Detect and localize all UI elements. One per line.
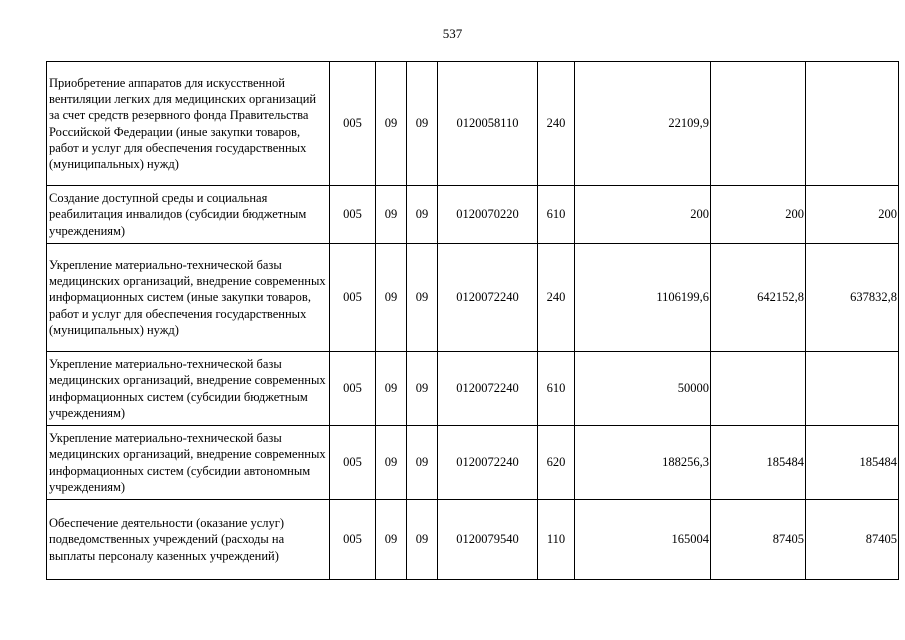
- ministry-code-cell: 005: [330, 186, 376, 244]
- expense-type-cell: 610: [538, 186, 575, 244]
- section-code-cell: 09: [376, 352, 407, 426]
- section-code-cell: 09: [376, 244, 407, 352]
- amount-1-cell: 200: [575, 186, 711, 244]
- target-article-cell: 0120079540: [438, 500, 538, 580]
- amount-2-cell: [711, 62, 806, 186]
- amount-2-cell: 200: [711, 186, 806, 244]
- amount-3-cell: [806, 352, 899, 426]
- amount-3-cell: 200: [806, 186, 899, 244]
- budget-table: [46, 61, 899, 580]
- table-row: [47, 352, 899, 426]
- expense-description-cell: Укрепление материально-технической базы медицинских организаций, внедрение современных информационных систем (иные закупки товаров, работ и услуг для обеспечения государственных (муниципальных) нужд): [47, 244, 330, 352]
- section-code-cell: 09: [376, 62, 407, 186]
- table-row: [47, 426, 899, 500]
- expense-description-cell: Приобретение аппаратов для искусственной вентиляции легких для медицинских организаций за счет средств резервного фонда Правительства Российской Федерации (иные закупки товаров, работ и услуг для обеспечения государственных (муниципальных) нужд): [47, 62, 330, 186]
- expense-type-cell: 610: [538, 352, 575, 426]
- ministry-code-cell: 005: [330, 500, 376, 580]
- subsection-code-cell: 09: [407, 352, 438, 426]
- section-code-cell: 09: [376, 186, 407, 244]
- amount-2-cell: 87405: [711, 500, 806, 580]
- subsection-code-cell: 09: [407, 500, 438, 580]
- expense-type-cell: 110: [538, 500, 575, 580]
- subsection-code-cell: 09: [407, 244, 438, 352]
- amount-1-cell: 22109,9: [575, 62, 711, 186]
- table-row: [47, 62, 899, 186]
- amount-1-cell: 50000: [575, 352, 711, 426]
- table-row: [47, 500, 899, 580]
- table-row: [47, 244, 899, 352]
- table-row: [47, 186, 899, 244]
- expense-description-cell: Обеспечение деятельности (оказание услуг) подведомственных учреждений (расходы на выплаты персоналу казенных учреждений): [47, 500, 330, 580]
- amount-2-cell: 185484: [711, 426, 806, 500]
- expense-type-cell: 240: [538, 62, 575, 186]
- amount-1-cell: 1106199,6: [575, 244, 711, 352]
- expense-type-cell: 620: [538, 426, 575, 500]
- amount-3-cell: 87405: [806, 500, 899, 580]
- target-article-cell: 0120058110: [438, 62, 538, 186]
- amount-3-cell: 637832,8: [806, 244, 899, 352]
- expense-description-cell: Укрепление материально-технической базы медицинских организаций, внедрение современных информационных систем (субсидии автономным учреждениям): [47, 426, 330, 500]
- ministry-code-cell: 005: [330, 426, 376, 500]
- amount-2-cell: 642152,8: [711, 244, 806, 352]
- subsection-code-cell: 09: [407, 186, 438, 244]
- amount-3-cell: [806, 62, 899, 186]
- ministry-code-cell: 005: [330, 244, 376, 352]
- expense-description-cell: Укрепление материально-технической базы медицинских организаций, внедрение современных информационных систем (субсидии бюджетным учреждениям): [47, 352, 330, 426]
- expense-type-cell: 240: [538, 244, 575, 352]
- amount-2-cell: [711, 352, 806, 426]
- ministry-code-cell: 005: [330, 62, 376, 186]
- section-code-cell: 09: [376, 426, 407, 500]
- target-article-cell: 0120072240: [438, 244, 538, 352]
- amount-1-cell: 188256,3: [575, 426, 711, 500]
- subsection-code-cell: 09: [407, 62, 438, 186]
- target-article-cell: 0120070220: [438, 186, 538, 244]
- ministry-code-cell: 005: [330, 352, 376, 426]
- subsection-code-cell: 09: [407, 426, 438, 500]
- page-number: 537: [442, 26, 463, 41]
- target-article-cell: 0120072240: [438, 352, 538, 426]
- amount-3-cell: 185484: [806, 426, 899, 500]
- amount-1-cell: 165004: [575, 500, 711, 580]
- section-code-cell: 09: [376, 500, 407, 580]
- target-article-cell: 0120072240: [438, 426, 538, 500]
- expense-description-cell: Создание доступной среды и социальная реабилитация инвалидов (субсидии бюджетным учреждениям): [47, 186, 330, 244]
